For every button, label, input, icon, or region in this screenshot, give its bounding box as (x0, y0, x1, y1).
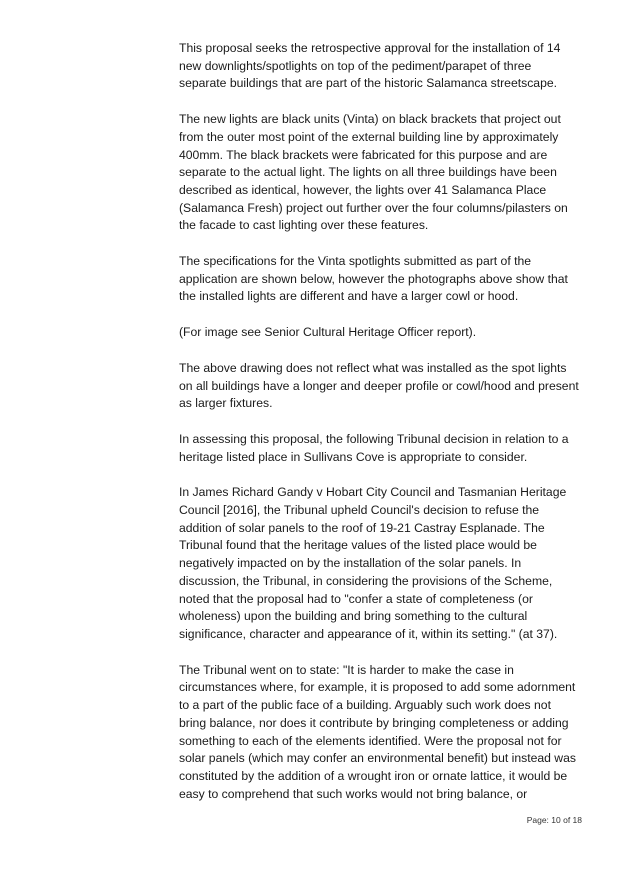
paragraph-image-reference: (For image see Senior Cultural Heritage Officer report). (179, 325, 477, 340)
paragraph-drawing-note: The above drawing does not reflect what was installed as the spot lights on all buildings have a longer and deeper profile or cowl/hood and present as larger fixtures. (179, 360, 579, 411)
paragraph-tribunal-quote: The Tribunal went on to state: "It is harder to make the case in circumstances where, for example, it is proposed to add some adornment to a part of the public face of a building. Arguably such work does not bring balance, nor does it contribute by bringing completeness or adding something to each of the elements identified. Were the proposal not for solar panels (which may confer an environmental benefit) but instead was constituted by the addition of a wrought iron or ornate lattice, it would be easy to comprehend that such works would not bring balance, or (179, 662, 576, 801)
paragraph-tribunal-intro: In assessing this proposal, the following Tribunal decision in relation to a heritage listed place in Sullivans Cove is appropriate to consider. (179, 431, 569, 464)
paragraph-gandy-case: In James Richard Gandy v Hobart City Council and Tasmanian Heritage Council [2016], the Tribunal upheld Council's decision to refuse the addition of solar panels to the roof of 19-21 Castray Esplanade. The Tribunal found that the heritage values of the listed place would be negatively impacted on by the installation of the solar panels. In discussion, the Tribunal, in considering the provisions of the Scheme, noted that the proposal had to "confer a state of completeness (or wholeness) upon the building and bring something to the cultural significance, character and appearance of it, within its setting." (at 37). (179, 485, 567, 641)
paragraph-proposal-summary: This proposal seeks the retrospective approval for the installation of 14 new downlights/spotlights on top of the pediment/parapet of three separate buildings that are part of the historic Salamanca streetscape. (179, 41, 561, 91)
paragraph-specifications: The specifications for the Vinta spotlights submitted as part of the application are shown below, however the photographs above show that the installed lights are different and have a larger cowl or hood. (179, 254, 568, 304)
document-body (179, 40, 589, 821)
paragraph-light-description: The new lights are black units (Vinta) on black brackets that project out from the outer most point of the external building line by approximately 400mm. The black brackets were fabricated for this purpose and are separate to the actual light. The lights on all three buildings have been described as identical, however, the lights over 41 Salamanca Place (Salamanca Fresh) project out further over the four columns/pilasters on the facade to cast lighting over these features. (179, 112, 568, 233)
page-number: Page: 10 of 18 (526, 815, 582, 825)
